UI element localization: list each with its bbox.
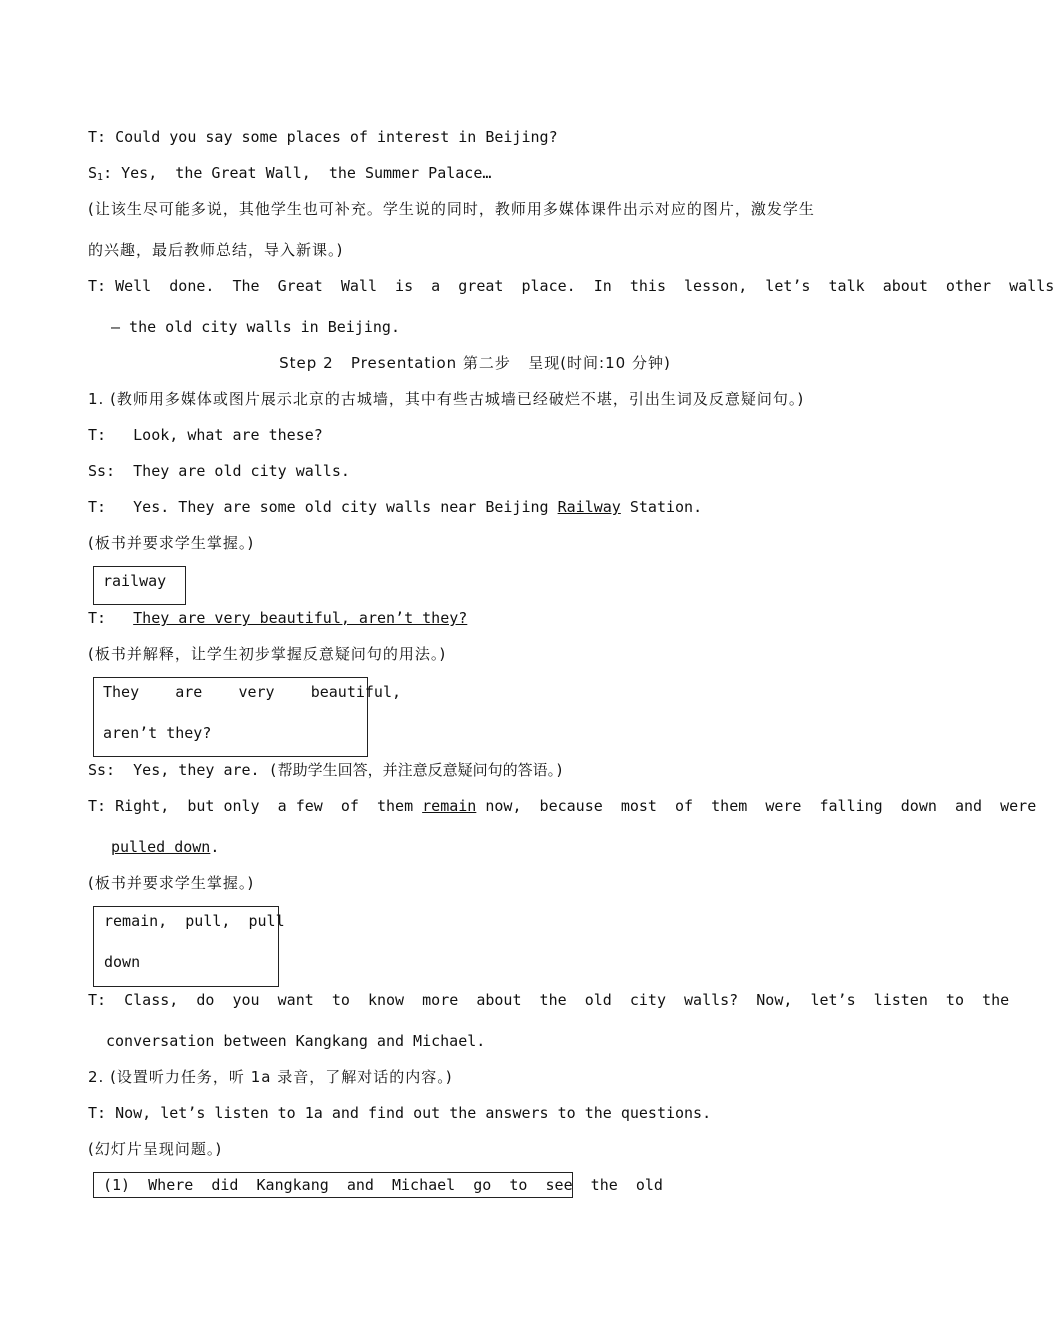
- vocab-railway: Railway: [557, 498, 621, 516]
- board-box-remain: [93, 906, 285, 987]
- board-text: remain, pull, pull: [104, 912, 285, 930]
- teacher-line: T: Now, let’s listen to 1a and find out the answers to the questions.: [88, 1104, 712, 1122]
- text-segment: .: [210, 838, 220, 856]
- slide-note: (幻灯片呈现问题。): [88, 1140, 223, 1158]
- board-note: (板书并要求学生掌握。): [88, 534, 255, 552]
- board-note: (板书并解释，让学生初步掌握反意疑问句的用法。): [88, 645, 447, 663]
- teacher-line: T: Could you say some places of interest in Beijing?: [88, 128, 558, 146]
- teacher-line: [88, 609, 467, 627]
- step-heading: Step 2 Presentation 第二步 呈现(时间:10 分钟): [279, 354, 671, 372]
- teacher-line: T: Well done. The Great Wall is a great place. In this lesson, let’s talk about other walls: [88, 277, 1054, 295]
- student-answer: : Yes, the Great Wall, the Summer Palace…: [103, 164, 492, 182]
- teacher-line-cont: [111, 838, 219, 856]
- board-box-tag-question: [93, 677, 402, 757]
- board-text: They are very beautiful,: [103, 683, 402, 701]
- instruction-note: (让该生尽可能多说，其他学生也可补充。学生说的同时，教师用多媒体课件出示对应的图片，激发学生: [88, 200, 815, 218]
- students-line: Ss: Yes, they are. (帮助学生回答，并注意反意疑问句的答语。): [88, 761, 565, 779]
- teacher-line-cont: conversation between Kangkang and Michael.: [106, 1032, 486, 1050]
- activity-1-note: 1. (教师用多媒体或图片展示北京的古城墙，其中有些古城墙已经破烂不堪，引出生词及反意疑问句。): [88, 390, 805, 408]
- speaker-subscript: 1: [97, 172, 104, 183]
- board-text: aren’t they?: [103, 724, 212, 742]
- board-box-railway: [93, 566, 186, 605]
- teacher-line: [88, 498, 702, 516]
- slide-question-box: [93, 1172, 663, 1198]
- speaker-label: S: [88, 164, 98, 182]
- question-1: (1) Where did Kangkang and Michael go to see the old: [103, 1176, 663, 1194]
- text-segment: Station.: [620, 498, 703, 516]
- teacher-line: T: Class, do you want to know more about the old city walls? Now, let’s listen to the: [88, 991, 1010, 1009]
- board-note: (板书并要求学生掌握。): [88, 874, 255, 892]
- tag-question-example: They are very beautiful, aren’t they?: [133, 609, 468, 627]
- teacher-line-cont: — the old city walls in Beijing.: [111, 318, 400, 336]
- vocab-remain: remain: [422, 797, 477, 815]
- text-segment: T: Yes. They are some old city walls near Beijing: [88, 498, 558, 516]
- teacher-line: [88, 797, 1036, 815]
- teacher-line: T: Look, what are these?: [88, 426, 323, 444]
- board-text: down: [104, 953, 141, 971]
- activity-2-note: 2. (设置听力任务，听 1a 录音，了解对话的内容。): [88, 1068, 453, 1086]
- board-word: railway: [103, 572, 167, 590]
- speaker-label: T:: [88, 609, 134, 627]
- students-line: Ss: They are old city walls.: [88, 462, 350, 480]
- text-segment: now, because most of them were falling down and were: [476, 797, 1037, 815]
- vocab-pulled-down: pulled down: [111, 838, 211, 856]
- instruction-note-cont: 的兴趣，最后教师总结，导入新课。): [88, 241, 344, 259]
- student-line: [88, 164, 491, 187]
- text-segment: T: Right, but only a few of them: [88, 797, 423, 815]
